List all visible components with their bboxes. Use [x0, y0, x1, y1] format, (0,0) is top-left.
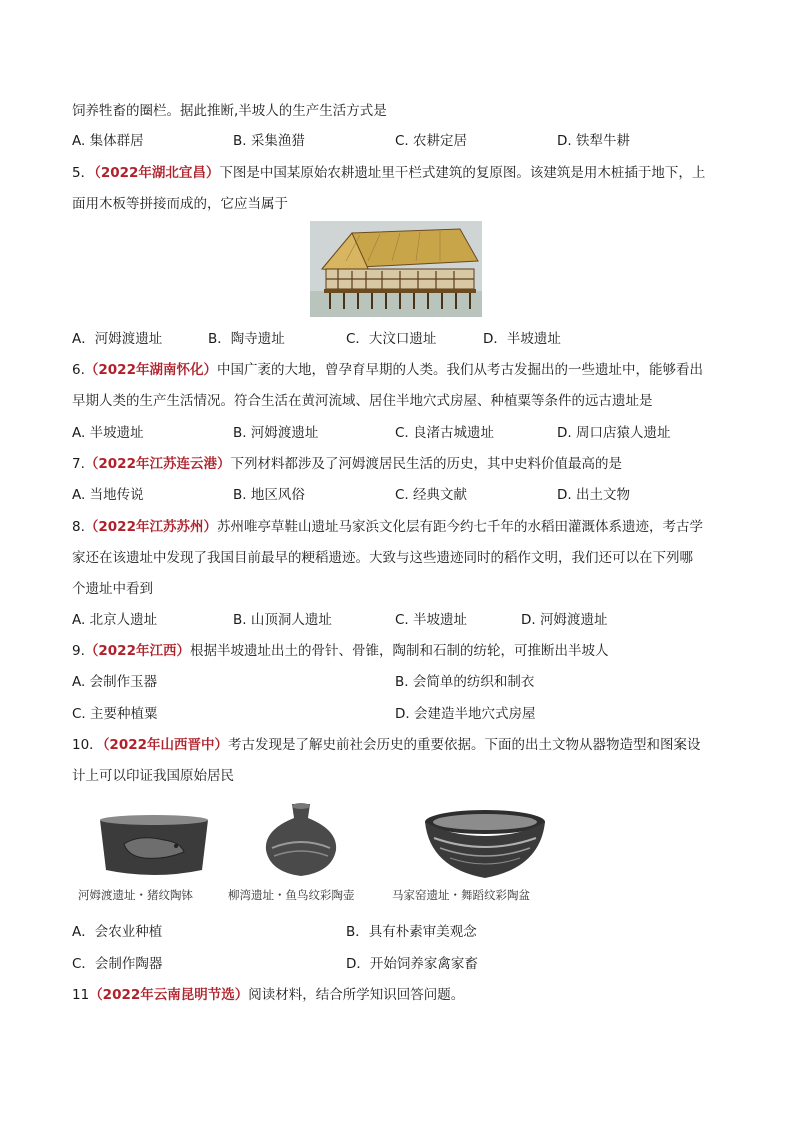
q8-number: 8. [72, 519, 85, 535]
q6-option-b[interactable]: B. 河姆渡遗址 [233, 425, 319, 441]
q5-option-b[interactable]: B．陶寺遗址 [208, 331, 285, 347]
q6-stem-line1 [72, 360, 703, 380]
q5-stem-line1 [72, 163, 705, 183]
q7-option-a[interactable]: A. 当地传说 [72, 487, 144, 503]
q10-option-a[interactable]: A．会农业种植 [72, 924, 163, 940]
q7-source: （2022年江苏连云港） [84, 456, 231, 472]
q7-option-b[interactable]: B. 地区风俗 [233, 487, 305, 503]
q10-number: 10． [72, 737, 103, 753]
q8-stem-line1 [72, 517, 703, 537]
q8-text-1: 苏州唯亭草鞋山遗址马家浜文化层有距今约七千年的水稻田灌溉体系遗迹，考古学 [216, 519, 703, 535]
q5-text-1: 下图是中国某原始农耕遗址里干栏式建筑的复原图。该建筑是用木桩插于地下，上 [219, 165, 706, 181]
fish-bird-pot-illustration [260, 800, 342, 882]
q6-option-c[interactable]: C. 良渚古城遗址 [395, 425, 495, 441]
q11-text-1: 阅读材料，结合所学知识回答问题。 [248, 987, 465, 1003]
q6-option-d[interactable]: D. 周口店猿人遗址 [557, 425, 671, 441]
q4-stem-tail: 饲养牲畜的圈栏。据此推断,半坡人的生产生活方式是 [72, 103, 387, 119]
q9-option-b[interactable]: B. 会简单的纺织和制衣 [395, 674, 535, 690]
q11-number: 11 [72, 987, 90, 1003]
q9-option-a[interactable]: A. 会制作玉器 [72, 674, 158, 690]
pig-pattern-bowl-illustration [94, 812, 214, 882]
q5-option-c[interactable]: C．大汶口遗址 [346, 331, 437, 347]
q6-stem-line2: 早期人类的生产生活情况。符合生活在黄河流域、居住半地穴式房屋、种植粟等条件的远古遗址是 [72, 393, 653, 409]
q10-source: （2022年山西晋中） [102, 737, 229, 753]
q9-stem-line1 [72, 641, 608, 661]
q8-stem-line2: 家还在该遗址中发现了我国目前最早的粳稻遗迹。大致与这些遗迹同时的稻作文明，我们还可以在下列哪 [72, 550, 693, 566]
q8-option-d[interactable]: D. 河姆渡遗址 [521, 612, 608, 628]
q10-option-b[interactable]: B．具有朴素审美观念 [346, 924, 477, 940]
q4-option-c[interactable]: C. 农耕定居 [395, 133, 468, 149]
q5-stem-line2: 面用木板等拼接而成的，它应当属于 [72, 196, 288, 212]
caption-dancing-pattern-basin: 马家窑遗址・舞蹈纹彩陶盆 [392, 888, 530, 902]
q6-option-a[interactable]: A. 半坡遗址 [72, 425, 144, 441]
q10-option-c[interactable]: C．会制作陶器 [72, 956, 163, 972]
q6-text-1: 中国广袤的大地，曾孕育早期的人类。我们从考古发掘出的一些遗址中，能够看出 [216, 362, 703, 378]
q5-option-d[interactable]: D．半坡遗址 [483, 331, 561, 347]
q10-option-d[interactable]: D．开始饲养家禽家畜 [346, 956, 478, 972]
q7-option-d[interactable]: D. 出土文物 [557, 487, 630, 503]
q7-number: 7. [72, 456, 85, 472]
q9-source: （2022年江西） [84, 643, 190, 659]
q9-number: 9. [72, 643, 85, 659]
q11-source: （2022年云南昆明节选） [89, 987, 249, 1003]
q9-option-c[interactable]: C. 主要种植粟 [72, 706, 158, 722]
q8-option-b[interactable]: B. 山顶洞人遗址 [233, 612, 332, 628]
q4-option-b[interactable]: B. 采集渔猎 [233, 133, 305, 149]
q5-number: 5． [72, 165, 95, 181]
q10-stem-line2: 计上可以印证我国原始居民 [72, 768, 234, 784]
caption-pig-pattern-bowl: 河姆渡遗址・猪纹陶钵 [78, 888, 193, 902]
q5-option-a[interactable]: A．河姆渡遗址 [72, 331, 163, 347]
q8-source: （2022年江苏苏州） [84, 519, 217, 535]
pig-pattern-bowl-image [94, 812, 214, 882]
q4-option-d[interactable]: D. 铁犁牛耕 [557, 133, 630, 149]
q7-option-c[interactable]: C. 经典文献 [395, 487, 468, 503]
q7-stem-line1 [72, 454, 622, 474]
stilt-house-illustration [310, 221, 482, 317]
caption-fish-bird-pot: 柳湾遗址・鱼鸟纹彩陶壶 [228, 888, 355, 902]
q10-text-1: 考古发现是了解史前社会历史的重要依据。下面的出土文物从器物造型和图案设 [228, 737, 701, 753]
q5-source: （2022年湖北宜昌） [94, 165, 220, 181]
q9-option-d[interactable]: D. 会建造半地穴式房屋 [395, 706, 536, 722]
dancing-pattern-basin-image [420, 808, 550, 882]
q8-option-a[interactable]: A. 北京人遗址 [72, 612, 158, 628]
fish-bird-pot-image [260, 800, 342, 882]
q8-option-c[interactable]: C. 半坡遗址 [395, 612, 468, 628]
q7-text-1: 下列材料都涉及了河姆渡居民生活的历史，其中史料价值最高的是 [230, 456, 622, 472]
q6-source: （2022年湖南怀化） [84, 362, 217, 378]
q10-stem-line1 [72, 735, 701, 755]
dancing-pattern-basin-illustration [420, 808, 550, 882]
q9-text-1: 根据半坡遗址出土的骨针、骨锥，陶制和石制的纺轮，可推断出半坡人 [189, 643, 609, 659]
exam-page [72, 0, 722, 1123]
q4-option-a[interactable]: A. 集体群居 [72, 133, 144, 149]
q11-stem-line1 [72, 985, 464, 1005]
stilt-house-image [310, 221, 482, 317]
q6-number: 6. [72, 362, 85, 378]
q8-stem-line3: 个遗址中看到 [72, 581, 153, 597]
